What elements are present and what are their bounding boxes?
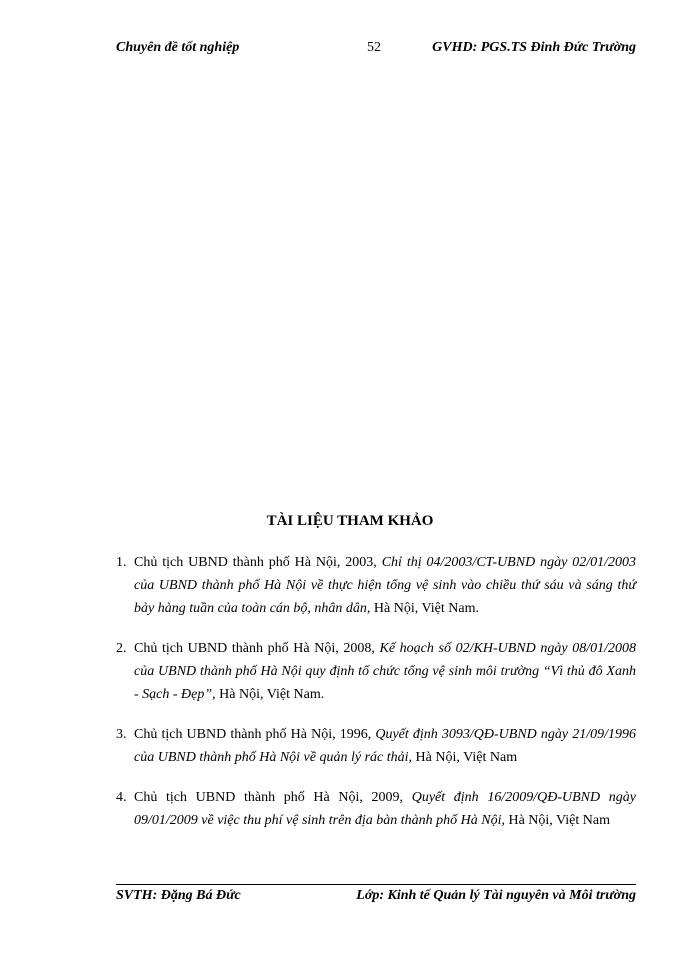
reference-number: 1.	[116, 555, 127, 570]
reference-list	[116, 551, 636, 849]
section-title: TÀI LIỆU THAM KHẢO	[266, 513, 434, 529]
reference-place: Hà Nội, Việt Nam	[412, 750, 518, 765]
reference-number: 2.	[116, 641, 127, 656]
reference-place: , Hà Nội, Việt Nam.	[212, 687, 325, 702]
reference-title: Chỉ thị 04/2003/CT-UBND ngày 02/01/2003 của UBND thành phố Hà Nội về thực hiện tổng vệ sinh vào chiều thứ sáu và sáng thứ bảy hàng tuần của toàn cán bộ, nhân dân,	[134, 555, 636, 616]
reference-author: Chủ tịch UBND thành phố Hà Nội, 1996,	[134, 727, 376, 742]
footer-student: SVTH: Đặng Bá Đức	[116, 888, 241, 903]
reference-place: Hà Nội, Việt Nam	[504, 813, 611, 828]
reference-item	[116, 723, 636, 769]
reference-item	[116, 637, 636, 706]
page-footer	[116, 888, 636, 908]
reference-title: Quyết định 3093/QĐ-UBND ngày 21/09/1996 của UBND thành phố Hà Nội về quản lý rác thải,	[134, 727, 636, 765]
reference-title: Kế hoạch số 02/KH-UBND ngày 08/01/2008 của UBND thành phố Hà Nội quy định tổ chức tổng vệ sinh môi trường “Vì thủ đô Xanh - Sạch - Đẹp”	[134, 641, 636, 702]
footer-divider	[116, 884, 636, 885]
reference-title: Quyết định 16/2009/QĐ-UBND ngày 09/01/2009 về việc thu phí vệ sinh trên địa bàn thành phố Hà Nội,	[134, 790, 636, 828]
reference-author: Chủ tịch UBND thành phố Hà Nội, 2009,	[134, 790, 412, 805]
footer-class: Lớp: Kinh tế Quản lý Tài nguyên và Môi trường	[356, 888, 636, 903]
reference-number: 3.	[116, 727, 127, 742]
page-header	[116, 40, 636, 60]
reference-author: Chủ tịch UBND thành phố Hà Nội, 2003,	[134, 555, 382, 570]
header-document-type: Chuyên đề tốt nghiệp	[116, 40, 240, 55]
header-supervisor: GVHD: PGS.TS Đinh Đức Trường	[432, 40, 636, 55]
reference-item	[116, 551, 636, 620]
reference-number: 4.	[116, 790, 127, 805]
reference-item	[116, 786, 636, 832]
reference-place: Hà Nội, Việt Nam.	[370, 601, 479, 616]
reference-author: Chủ tịch UBND thành phố Hà Nội, 2008,	[134, 641, 380, 656]
page-number: 52	[367, 40, 381, 55]
